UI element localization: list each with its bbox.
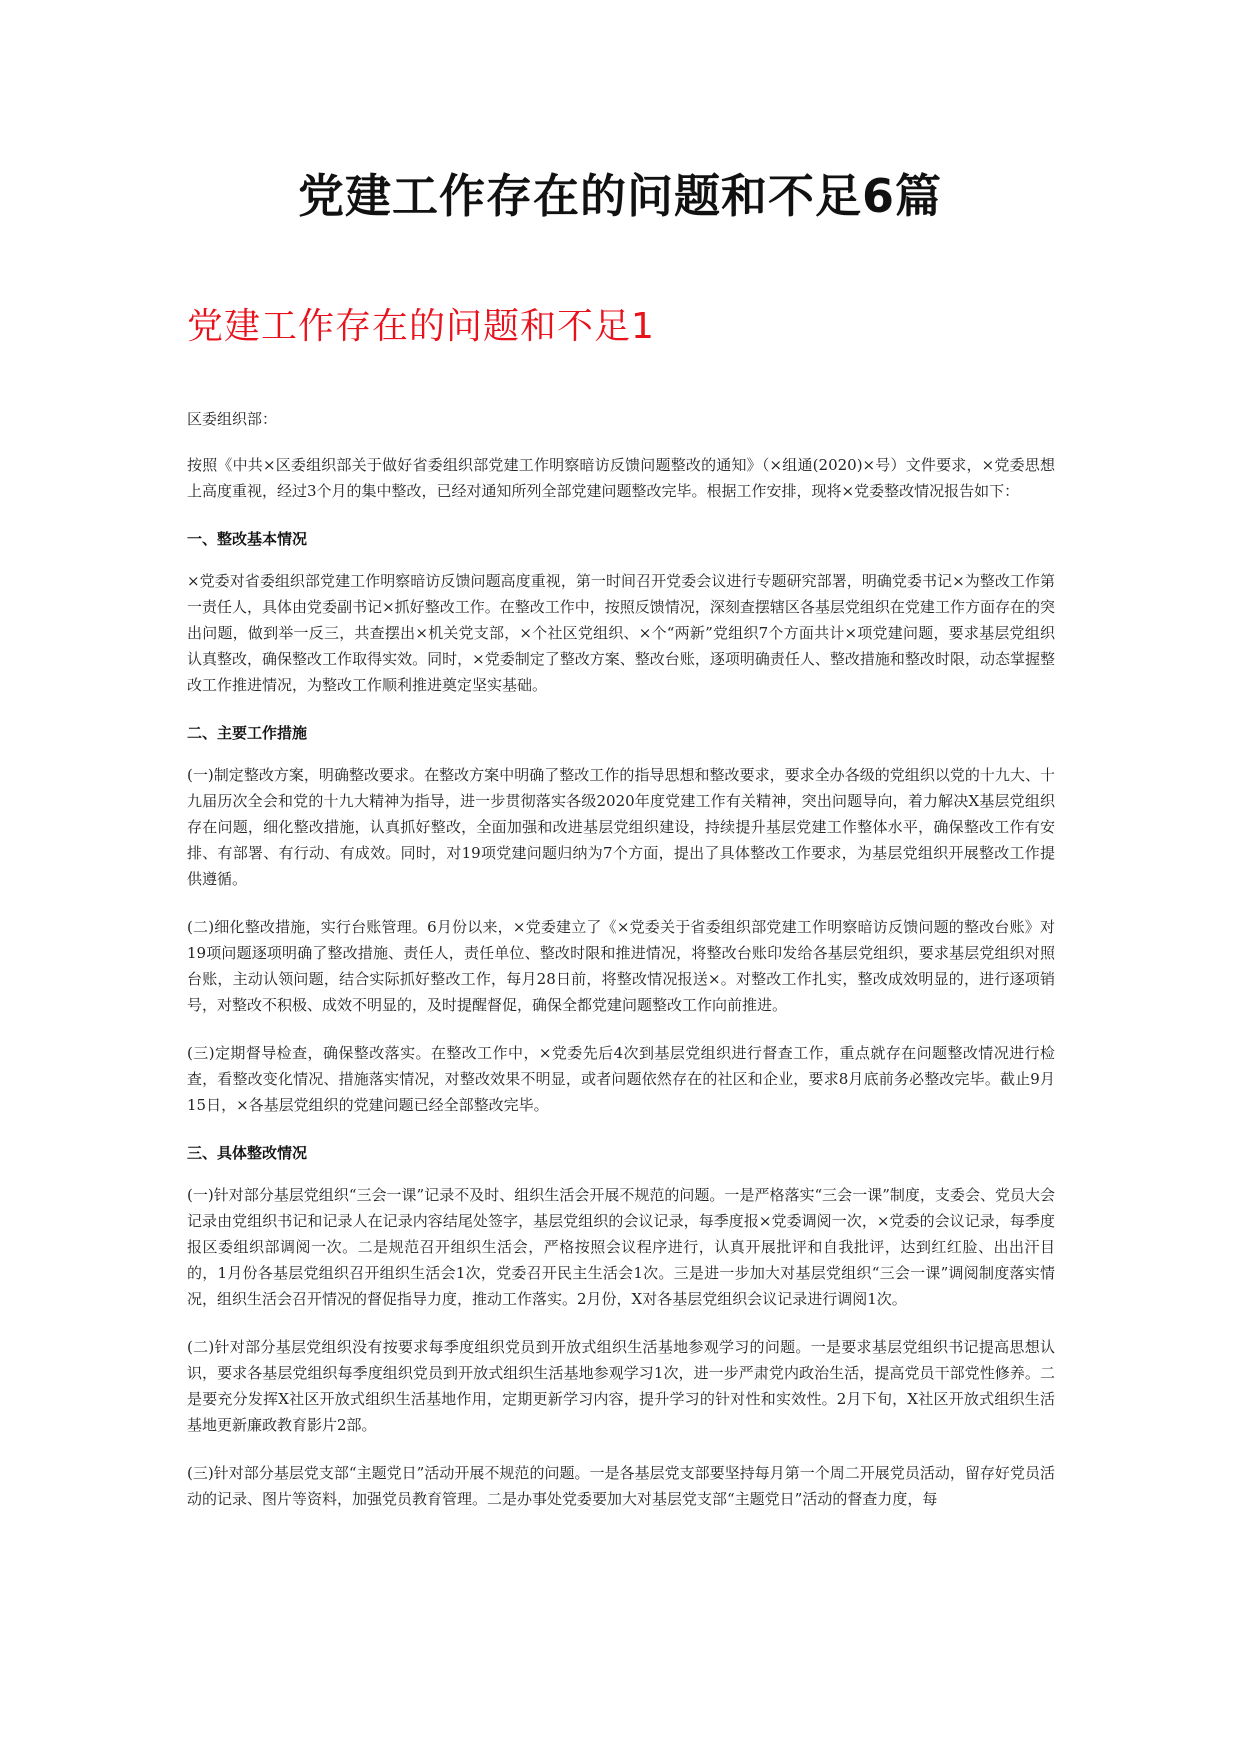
paragraph-specific-1: (一)针对部分基层党组织“三会一课”记录不及时、组织生活会开展不规范的问题。一是严格落实“三会一课”制度，支委会、党员大会记录由党组织书记和记录人在记录内容结尾处签字，基层党组织的会议记录，每季度报×党委调阅一次，×党委的会议记录，每季度报区委组织部调阅一次。二是规范召开组织生活会，严格按照会议程序进行，认真开展批评和自我批评，达到红红脸、出出汗目的，1月份各基层党组织召开组织生活会1次，党委召开民主生活会1次。三是进一步加大对基层党组织“三会一课”调阅制度落实情况，组织生活会召开情况的督促指导力度，推动工作落实。2月份，X对各基层党组织会议记录进行调阅1次。 bbox=[187, 1186, 1055, 1308]
heading-specific-rectification: 三、具体整改情况 bbox=[187, 1144, 308, 1162]
paragraph-specific-2: (二)针对部分基层党组织没有按要求每季度组织党员到开放式组织生活基地参观学习的问题。一是要求基层党组织书记提高思想认识，要求各基层党组织每季度组织党员到开放式组织生活基地参观学习1次，进一步严肃党内政治生活，提高党员干部党性修养。二是要充分发挥X社区开放式组织生活基地作用，定期更新学习内容，提升学习的针对性和实效性。2月下旬，X社区开放式组织生活基地更新廉政教育影片2部。 bbox=[187, 1338, 1055, 1434]
intro-paragraph: 按照《中共×区委组织部关于做好省委组织部党建工作明察暗访反馈问题整改的通知》（×组通(2020)×号）文件要求，×党委思想上高度重视，经过3个月的集中整改，已经对通知所列全部党建问题整改完毕。根据工作安排，现将×党委整改情况报告如下： bbox=[187, 456, 1055, 500]
heading-main-measures: 二、主要工作措施 bbox=[187, 724, 308, 742]
document-body bbox=[187, 406, 1055, 1528]
paragraph-measure-1: (一)制定整改方案，明确整改要求。在整改方案中明确了整改工作的指导思想和整改要求，要求全办各级的党组织以党的十九大、十九届历次全会和党的十九大精神为指导，进一步贯彻落实各级2020年度党建工作有关精神，突出问题导向，着力解决X基层党组织存在问题，细化整改措施，认真抓好整改，全面加强和改进基层党组织建设，持续提升基层党建工作整体水平，确保整改工作有安排、有部署、有行动、有成效。同时，对19项党建问题归纳为7个方面，提出了具体整改工作要求，为基层党组织开展整改工作提供遵循。 bbox=[187, 766, 1055, 888]
paragraph-measure-2: (二)细化整改措施，实行台账管理。6月份以来，×党委建立了《×党委关于省委组织部党建工作明察暗访反馈问题的整改台账》对19项问题逐项明确了整改措施、责任人，责任单位、整改时限和推进情况，将整改台账印发给各基层党组织，要求基层党组织对照台账，主动认领问题，结合实际抓好整改工作，每月28日前，将整改情况报送×。对整改工作扎实，整改成效明显的，进行逐项销号，对整改不积极、成效不明显的，及时提醒督促，确保全都党建问题整改工作向前推进。 bbox=[187, 918, 1055, 1014]
salutation: 区委组织部： bbox=[187, 410, 278, 428]
heading-rectification-overview: 一、整改基本情况 bbox=[187, 530, 308, 548]
page-title: 党建工作存在的问题和不足6篇 bbox=[297, 169, 942, 223]
paragraph-specific-3: (三)针对部分基层党支部“主题党日”活动开展不规范的问题。一是各基层党支部要坚持每月第一个周二开展党员活动，留存好党员活动的记录、图片等资料，加强党员教育管理。二是办事处党委要加大对基层党支部“主题党日”活动的督查力度，每 bbox=[187, 1464, 1055, 1508]
section-title: 党建工作存在的问题和不足1 bbox=[187, 306, 655, 347]
paragraph-overview: ×党委对省委组织部党建工作明察暗访反馈问题高度重视，第一时间召开党委会议进行专题研究部署，明确党委书记×为整改工作第一责任人，具体由党委副书记×抓好整改工作。在整改工作中，按照反馈情况，深刻查摆辖区各基层党组织在党建工作方面存在的突出问题，做到举一反三，共查摆出×机关党支部，×个社区党组织、×个“两新”党组织7个方面共计×项党建问题，要求基层党组织认真整改，确保整改工作取得实效。同时，×党委制定了整改方案、整改台账，逐项明确责任人、整改措施和整改时限，动态掌握整改工作推进情况，为整改工作顺利推进奠定坚实基础。 bbox=[187, 572, 1055, 694]
paragraph-measure-3: (三)定期督导检查，确保整改落实。在整改工作中，×党委先后4次到基层党组织进行督查工作，重点就存在问题整改情况进行检查，看整改变化情况、措施落实情况，对整改效果不明显，或者问题依然存在的社区和企业，要求8月底前务必整改完毕。截止9月15日，×各基层党组织的党建问题已经全部整改完毕。 bbox=[187, 1044, 1055, 1114]
